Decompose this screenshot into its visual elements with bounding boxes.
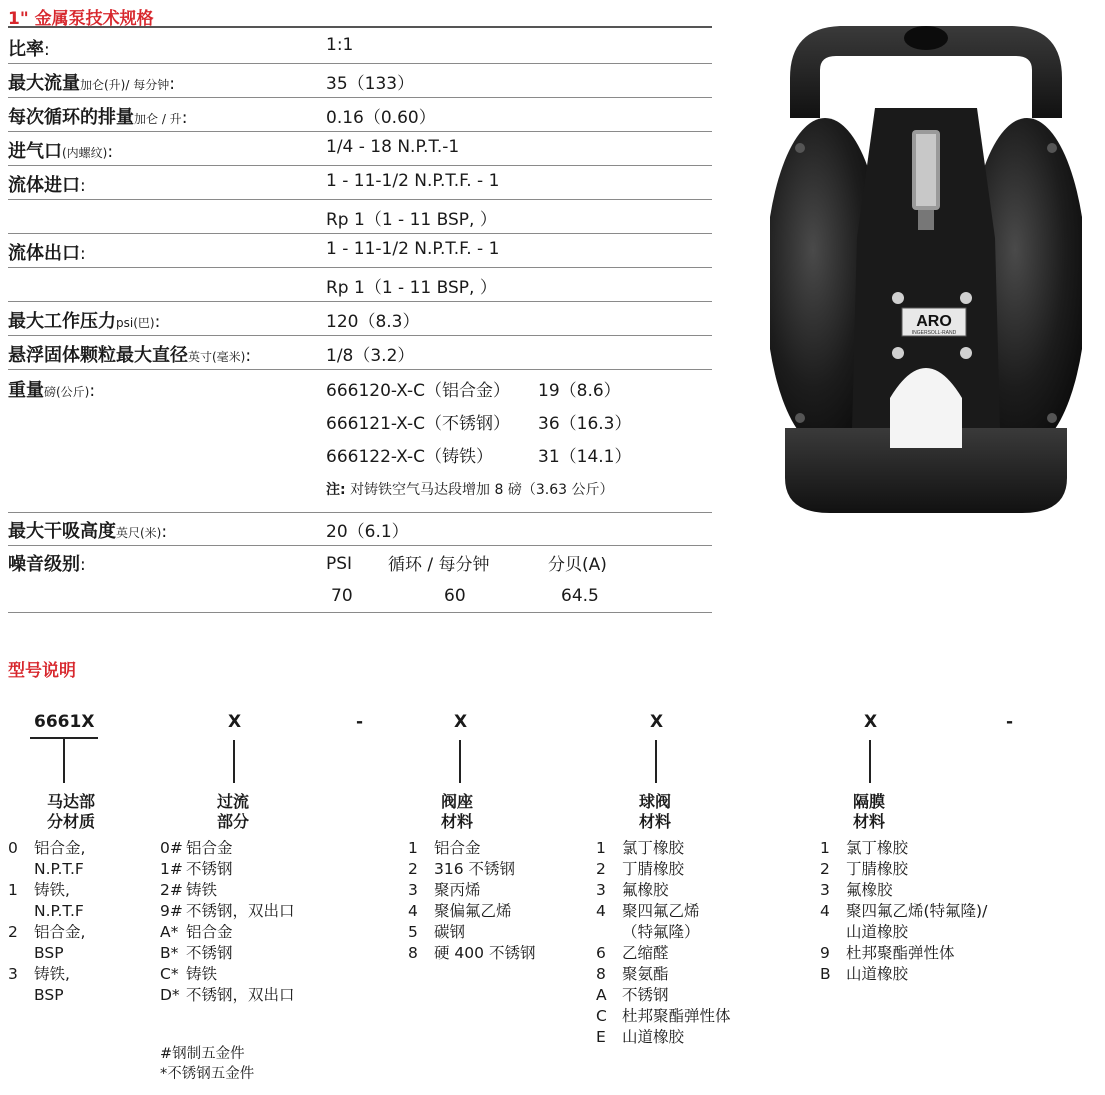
spec-label-unit: 加仑 / 升 (134, 112, 182, 126)
spec-row-value: 120（8.3） (326, 312, 420, 332)
spec-label-suffix: : (169, 74, 175, 94)
option-label: 聚偏氟乙烯 (434, 902, 512, 920)
weight-model-2: 666121-X-C（不锈钢） (326, 414, 510, 434)
option-label: 丁腈橡胶 (622, 860, 685, 878)
option-item (160, 838, 295, 859)
weight-value-1: 19（8.6） (538, 381, 621, 401)
ball-list (596, 838, 731, 1048)
spec-row-label (8, 307, 160, 333)
spec-top-rule (8, 26, 712, 28)
spec-label-unit: psi(巴) (116, 316, 155, 330)
option-item (160, 880, 295, 901)
spec-label-suffix: : (154, 312, 161, 332)
spec-label-unit: 英寸(毫米) (188, 350, 246, 364)
option-label: 杜邦聚酯弹性体 (622, 1007, 731, 1025)
motor-item: 0 铝合金, (8, 839, 86, 857)
diaphragm-list (820, 838, 987, 985)
option-item (160, 943, 295, 964)
option-label: 乙缩醛 (622, 944, 669, 962)
option-item (596, 1006, 731, 1027)
option-label: 氟橡胶 (622, 881, 669, 899)
noise-header-db: 分贝(A) (548, 555, 607, 575)
option-item (408, 943, 535, 964)
motor-item-line: BSP (34, 986, 64, 1004)
option-label: 铝合金 (186, 839, 233, 857)
brand-logo: ARO (916, 313, 952, 330)
option-item (160, 859, 295, 880)
spec-row (8, 303, 712, 336)
weight-value-2: 36（16.3） (538, 414, 632, 434)
option-label: 聚氨酯 (622, 965, 669, 983)
option-item (408, 922, 535, 943)
weight-unit: 磅(公斤) (44, 385, 90, 399)
code-motor: 6661X (34, 712, 95, 732)
weight-model-1: 666120-X-C（铝合金） (326, 381, 510, 401)
seat-title-line1: 阀座 (440, 792, 473, 811)
option-code: B (820, 965, 831, 983)
spec-label-unit: 加仑(升)/ 每分钟 (80, 78, 170, 92)
pump-image (770, 8, 1082, 524)
suction-value: 20（6.1） (326, 522, 409, 542)
option-code: 3 (408, 881, 418, 899)
motor-item: 3 铸铁, (8, 965, 70, 983)
spec-label-text: 最大工作压力 (8, 311, 116, 332)
motor-title (36, 792, 106, 832)
weight-note-label: 注: (326, 482, 346, 498)
option-label: 铸铁 (186, 965, 218, 983)
spec-label-suffix: : (44, 40, 50, 60)
code-diaphragm: X (864, 712, 878, 732)
spec-label-suffix: : (80, 176, 86, 196)
wetted-notes (160, 1044, 254, 1084)
spec-row-label (8, 35, 50, 61)
spec-row-value: 0.16（0.60） (326, 108, 436, 128)
ball-title-line2: 材料 (638, 812, 671, 831)
option-item (596, 838, 731, 859)
option-label: 铝合金 (186, 923, 233, 941)
motor-item: 2 铝合金, (8, 923, 86, 941)
ball-title-line1: 球阀 (638, 792, 671, 811)
wetted-list (160, 838, 295, 1006)
spec-row (8, 31, 712, 64)
option-label: 不锈钢，双出口 (186, 986, 295, 1004)
spec-row-value: 1/4 - 18 N.P.T.-1 (326, 137, 460, 157)
option-code: 2# (160, 881, 183, 899)
option-code: 2 (408, 860, 418, 878)
code-dash-1: - (356, 712, 364, 732)
motor-item: 1 铸铁, (8, 881, 70, 899)
option-code: 6 (596, 944, 606, 962)
spec-label-suffix: : (80, 244, 86, 264)
spec-row (8, 235, 712, 268)
noise-value-psi: 70 (331, 586, 353, 606)
option-label: 杜邦聚酯弹性体 (846, 944, 955, 962)
suction-label: 最大干吸高度 (8, 521, 116, 542)
bolt (960, 347, 972, 359)
option-label: 不锈钢 (186, 860, 233, 878)
option-code: 0# (160, 839, 183, 857)
option-label: 硬 400 不锈钢 (434, 944, 536, 962)
spec-label-text: 比率 (8, 39, 44, 60)
seat-title (422, 792, 492, 832)
wetted-title-line2: 部分 (216, 812, 249, 831)
option-item (160, 964, 295, 985)
option-item (596, 1027, 731, 1048)
model-title: 型号说明 (8, 661, 76, 681)
option-item (596, 985, 731, 1006)
motor-item-line: N.P.T.F (34, 860, 84, 878)
spec-row-label (8, 69, 175, 95)
option-label: 不锈钢 (622, 986, 669, 1004)
spec-label-unit: (内螺纹) (62, 146, 108, 160)
outlet-port (904, 26, 948, 50)
option-code: 4 (408, 902, 418, 920)
option-item (596, 943, 731, 964)
option-code: 1 (820, 839, 830, 857)
connector-motor (63, 737, 65, 783)
option-code: 1 (596, 839, 606, 857)
option-label: 铝合金 (434, 839, 481, 857)
spec-row (8, 65, 712, 98)
connector-wetted (233, 740, 235, 783)
bolt (1047, 413, 1057, 423)
option-item (160, 901, 295, 922)
motor-title-line1: 马达部 (46, 792, 95, 811)
noise-value-cycles: 60 (444, 586, 466, 606)
option-code: 4 (820, 902, 830, 920)
option-item (408, 880, 535, 901)
option-label: （特氟隆） (622, 923, 700, 941)
option-label: 不锈钢，双出口 (186, 902, 295, 920)
option-item (820, 964, 987, 985)
code-ball: X (650, 712, 664, 732)
option-item (596, 964, 731, 985)
spec-row-value: 35（133） (326, 74, 415, 94)
option-label: 聚四氟乙烯(特氟隆)/ (846, 902, 988, 920)
brand-sub: INGERSOLL-RAND (911, 330, 957, 336)
option-code: D* (160, 986, 180, 1004)
wetted-title-line1: 过流 (216, 792, 249, 811)
spec-row-value: Rp 1（1 - 11 BSP, ） (326, 210, 497, 230)
spec-row (8, 201, 712, 234)
motor-title-line2: 分材质 (46, 812, 95, 831)
spec-row-value: 1:1 (326, 35, 354, 55)
noise-value-db: 64.5 (561, 586, 599, 606)
motor-item-line: N.P.T.F (34, 902, 84, 920)
option-item (160, 985, 295, 1006)
option-code: C (596, 1007, 607, 1025)
option-label: 氯丁橡胶 (846, 839, 909, 857)
code-seat: X (454, 712, 468, 732)
option-code: A (596, 986, 607, 1004)
weight-label: 重量 (8, 380, 44, 401)
option-code: B* (160, 944, 179, 962)
spec-label-suffix: : (245, 346, 252, 366)
suction-unit: 英尺(米) (116, 526, 162, 540)
spec-row (8, 337, 712, 370)
suction-suffix: : (161, 522, 168, 542)
diaphragm-title-line1: 隔膜 (852, 792, 885, 811)
spec-row-label (8, 171, 86, 197)
option-code: C* (160, 965, 179, 983)
seat-list (408, 838, 535, 964)
bolt (892, 292, 904, 304)
option-label: 铸铁 (186, 881, 218, 899)
spec-row (8, 133, 712, 166)
option-item (820, 880, 987, 901)
spec-row-weight (8, 372, 712, 513)
option-item (596, 922, 731, 943)
option-item (408, 901, 535, 922)
option-label: 不锈钢 (186, 944, 233, 962)
option-label: 聚四氟乙烯 (622, 902, 700, 920)
noise-label: 噪音级别 (8, 554, 80, 575)
bolt (960, 292, 972, 304)
option-label: 丁腈橡胶 (846, 860, 909, 878)
option-item (596, 901, 731, 922)
spec-row (8, 99, 712, 132)
wetted-title (198, 792, 268, 832)
option-code: 1# (160, 860, 183, 878)
option-code: 9# (160, 902, 183, 920)
option-code: 3 (596, 881, 606, 899)
code-wetted: X (228, 712, 242, 732)
spec-label-suffix: : (107, 142, 114, 162)
spec-label-text: 悬浮固体颗粒最大直径 (8, 345, 188, 366)
wetted-note-steel: #钢制五金件 (160, 1046, 245, 1062)
option-item (408, 859, 535, 880)
diaphragm-title (834, 792, 904, 832)
option-code: 1 (408, 839, 418, 857)
option-label: 碳钢 (434, 923, 466, 941)
option-code: 9 (820, 944, 830, 962)
spec-row-value: 1 - 11-1/2 N.P.T.F. - 1 (326, 171, 500, 191)
connector-diaphragm (869, 740, 871, 783)
connector-seat (459, 740, 461, 783)
spec-row-value: 1 - 11-1/2 N.P.T.F. - 1 (326, 239, 500, 259)
muffler-neck (918, 210, 934, 230)
ball-title (620, 792, 690, 832)
option-code: E (596, 1028, 606, 1046)
spec-label-suffix: : (181, 108, 188, 128)
spec-row (8, 269, 712, 302)
spec-label-text: 最大流量 (8, 73, 80, 94)
wetted-note-stainless: *不锈钢五金件 (160, 1066, 255, 1082)
spec-row-label (8, 341, 251, 367)
spec-label-text: 进气口 (8, 141, 62, 162)
noise-suffix: : (80, 555, 86, 575)
spec-label-text: 流体出口 (8, 243, 80, 264)
option-item (596, 859, 731, 880)
spec-row (8, 167, 712, 200)
spec-row-suction (8, 513, 712, 546)
option-code: 3 (820, 881, 830, 899)
noise-header-psi: PSI (326, 554, 353, 574)
option-item (408, 838, 535, 859)
spec-row-label (8, 103, 187, 129)
muffler-highlight (916, 134, 936, 206)
option-item (596, 880, 731, 901)
option-label: 氯丁橡胶 (622, 839, 685, 857)
option-code: 2 (596, 860, 606, 878)
option-label: 聚丙烯 (434, 881, 481, 899)
bolt (795, 143, 805, 153)
option-label: 316 不锈钢 (434, 860, 516, 878)
option-code: 4 (596, 902, 606, 920)
option-code: A* (160, 923, 179, 941)
seat-title-line2: 材料 (440, 812, 473, 831)
option-item (820, 943, 987, 964)
option-label: 山道橡胶 (846, 965, 909, 983)
option-code: 2 (820, 860, 830, 878)
bolt (795, 413, 805, 423)
spec-label-text: 每次循环的排量 (8, 107, 134, 128)
option-item (820, 922, 987, 943)
spec-row-value: Rp 1（1 - 11 BSP, ） (326, 278, 497, 298)
option-code: 5 (408, 923, 418, 941)
option-item (820, 859, 987, 880)
option-item (160, 922, 295, 943)
option-code: 8 (596, 965, 606, 983)
bolt (892, 347, 904, 359)
weight-suffix: : (89, 381, 96, 401)
diaphragm-title-line2: 材料 (852, 812, 885, 831)
spec-label-text: 流体进口 (8, 175, 80, 196)
code-dash-2: - (1006, 712, 1014, 732)
option-label: 山道橡胶 (846, 923, 909, 941)
connector-ball (655, 740, 657, 783)
option-item (820, 901, 987, 922)
weight-model-3: 666122-X-C（铸铁） (326, 447, 493, 467)
spec-row-noise (8, 546, 712, 613)
bolt (1047, 143, 1057, 153)
spec-title: 1" 金属泵技术规格 (8, 9, 154, 29)
weight-note (326, 479, 614, 499)
spec-row-value: 1/8（3.2） (326, 346, 415, 366)
spec-row-label (8, 137, 113, 163)
motor-item-line: BSP (34, 944, 64, 962)
motor-list (8, 838, 85, 1006)
option-label: 山道橡胶 (622, 1028, 685, 1046)
weight-value-3: 31（14.1） (538, 447, 632, 467)
spec-row-label (8, 239, 86, 265)
option-item (820, 838, 987, 859)
noise-header-cycles: 循环 / 每分钟 (388, 555, 490, 575)
weight-note-text: 对铸铁空气马达段增加 8 磅（3.63 公斤） (350, 482, 614, 498)
option-label: 氟橡胶 (846, 881, 893, 899)
option-code: 8 (408, 944, 418, 962)
